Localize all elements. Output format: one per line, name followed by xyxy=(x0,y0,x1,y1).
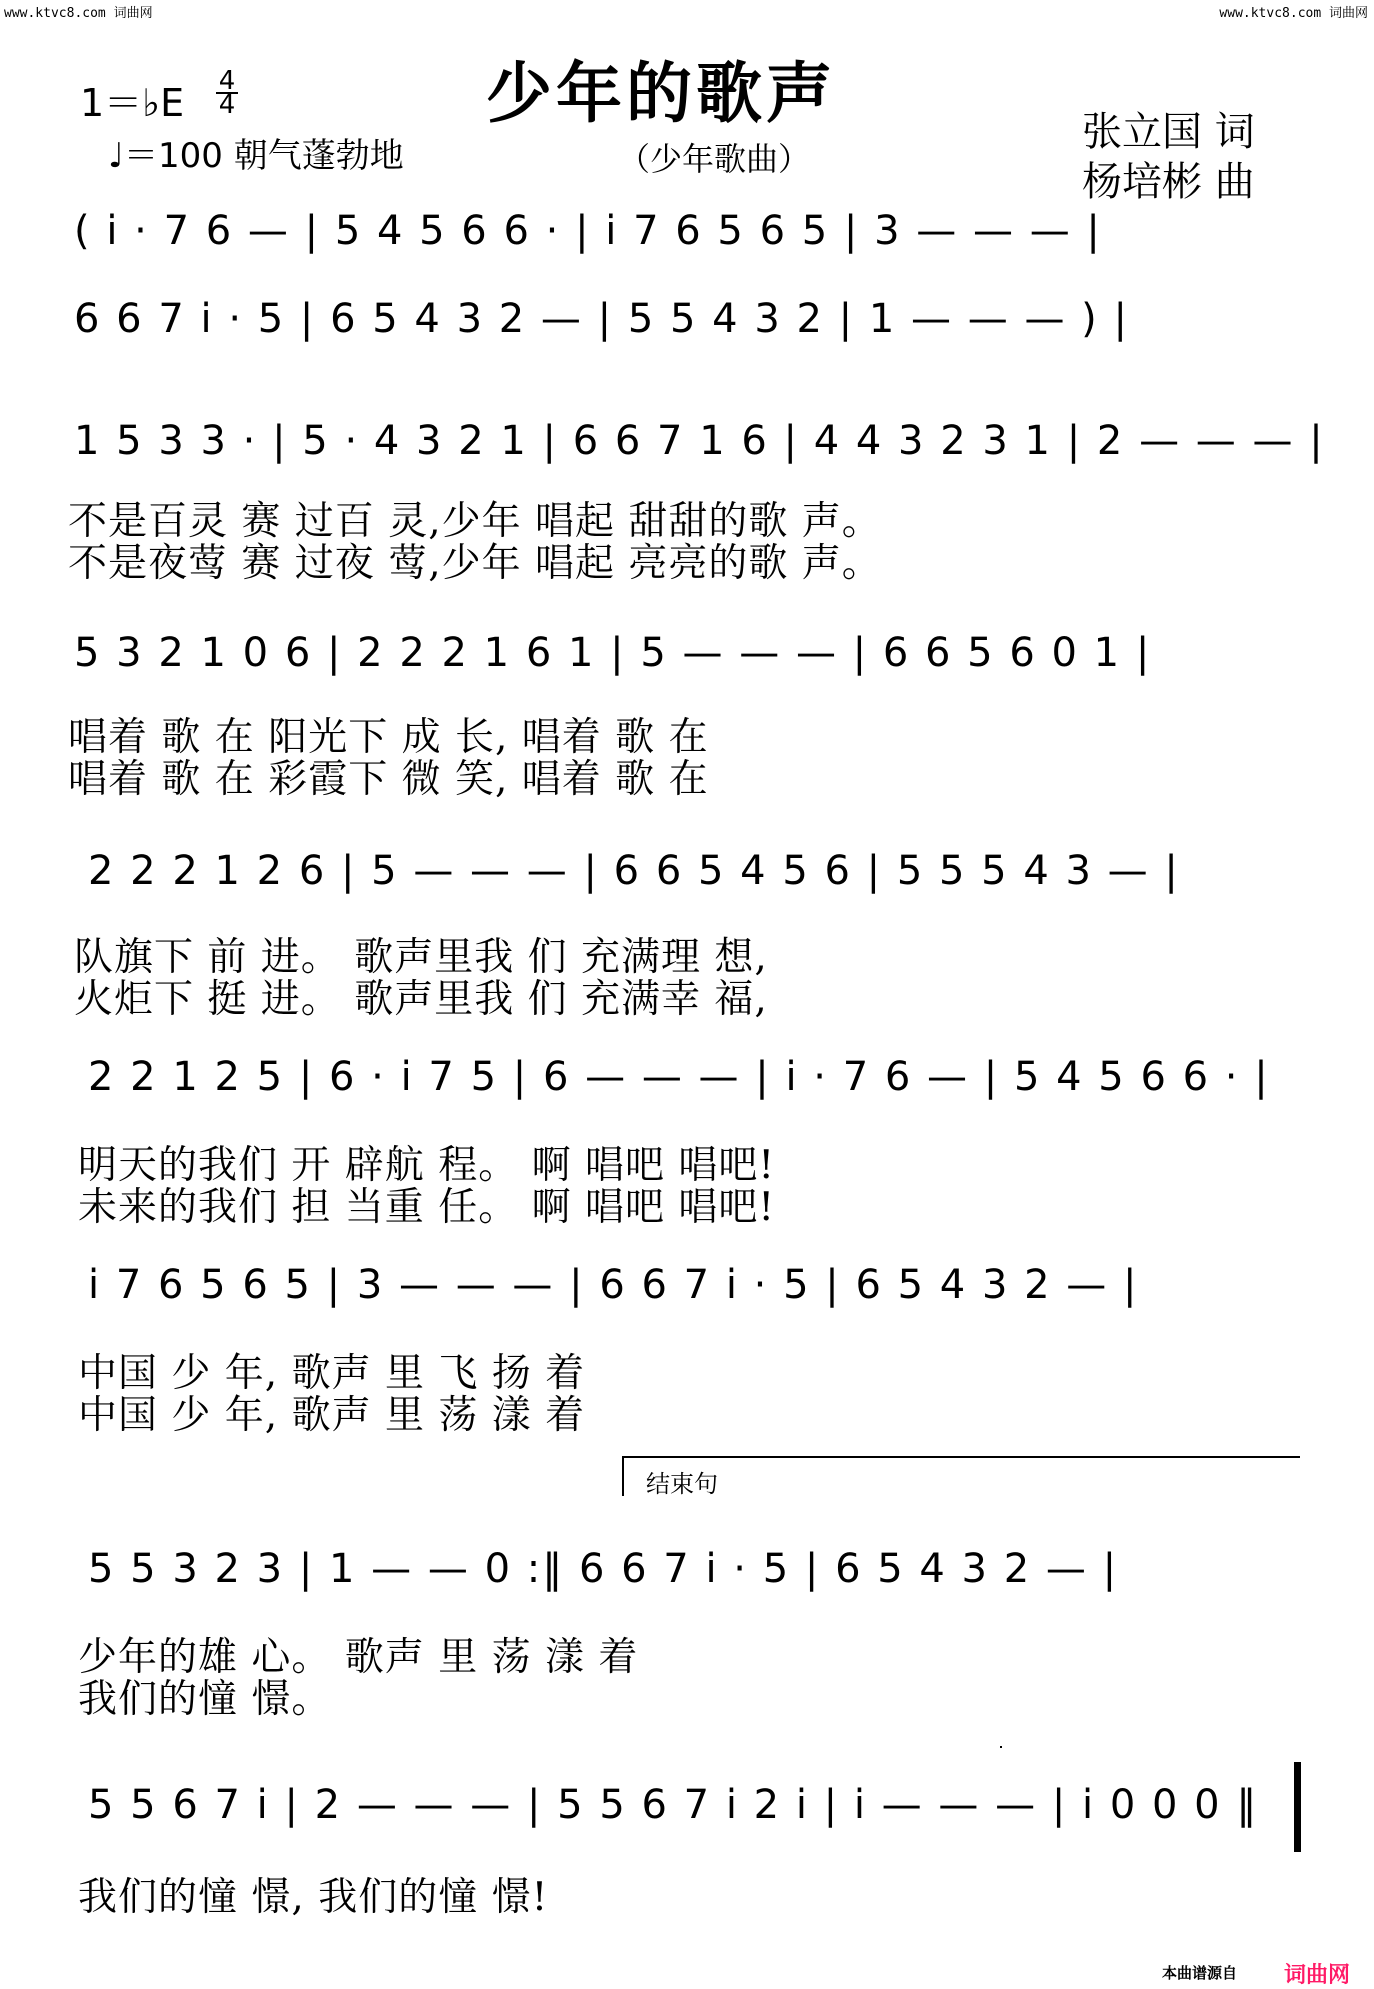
system-1-verse-2: 不是夜莺 赛 过夜 莺,少年 唱起 亮亮的歌 声。 xyxy=(68,541,882,586)
system-2-notes: 5 3 2 1 0 6 | 2 2 2 1 6 1 | 5 — — — | 6 6 5 6 0 1 | xyxy=(74,630,1152,676)
system-1-notes: 1 5 3 3 · | 5 · 4 3 2 1 | 6 6 7 1 6 | 4 4 3 2 3 1 | 2 — — — | xyxy=(74,418,1325,464)
system-5-verse-2: 中国 少 年, 歌声 里 荡 漾 着 xyxy=(78,1393,586,1438)
ending-label: 结束句 xyxy=(646,1470,718,1498)
system-3-notes: 2 2 2 1 2 6 | 5 — — — | 6 6 5 4 5 6 | 5 5 5 4 3 — | xyxy=(88,848,1180,894)
subtitle: （少年歌曲） xyxy=(618,140,811,178)
watermark-right: www.ktvc8.com 词曲网 xyxy=(1219,6,1368,21)
tie-marker xyxy=(1000,1746,1002,1748)
system-6-verse-2: 我们的憧 憬。 xyxy=(78,1677,332,1722)
watermark-left: www.ktvc8.com 词曲网 xyxy=(4,6,153,21)
time-signature-bottom: 4 xyxy=(216,92,238,116)
system-3-verse-1: 队旗下 前 进。 歌声里我 们 充满理 想, xyxy=(74,935,768,980)
system-5-verse-1: 中国 少 年, 歌声 里 飞 扬 着 xyxy=(78,1351,586,1396)
system-6-notes: 5 5 3 2 3 | 1 — — 0 :‖ 6 6 7 i · 5 | 6 5 4 3 2 — | xyxy=(88,1546,1119,1592)
system-7-notes: 5 5 6 7 i | 2 — — — | 5 5 6 7 i 2 i | i — — — | i 0 0 0 ‖ xyxy=(88,1782,1259,1828)
system-7-verse-1: 我们的憧 憬, 我们的憧 憬! xyxy=(78,1875,549,1920)
system-4-notes: 2 2 1 2 5 | 6 · i 7 5 | 6 — — — | i · 7 6 — | 5 4 5 6 6 · | xyxy=(88,1054,1270,1100)
lyricist: 张立国 词 xyxy=(1082,109,1255,155)
page-title: 少年的歌声 xyxy=(486,54,836,132)
intro-line-1: ( i · 7 6 — | 5 4 5 6 6 · | i 7 6 5 6 5 | 3 — — — | xyxy=(74,208,1102,254)
time-signature-top: 4 xyxy=(218,66,236,96)
composer: 杨培彬 曲 xyxy=(1082,159,1255,205)
system-4-verse-2: 未来的我们 担 当重 任。 啊 唱吧 唱吧! xyxy=(78,1185,776,1230)
system-6-verse-1: 少年的雄 心。 歌声 里 荡 漾 着 xyxy=(78,1635,639,1680)
time-signature xyxy=(216,66,238,120)
system-1-verse-1: 不是百灵 赛 过百 灵,少年 唱起 甜甜的歌 声。 xyxy=(68,499,882,544)
intro-line-2: 6 6 7 i · 5 | 6 5 4 3 2 — | 5 5 4 3 2 | 1 — — — ) | xyxy=(74,296,1129,342)
footer-brand[interactable]: 词曲网 xyxy=(1284,1963,1351,1988)
footer-note: 本曲谱源自 xyxy=(1162,1964,1238,1982)
system-3-verse-2: 火炬下 挺 进。 歌声里我 们 充满幸 福, xyxy=(74,977,768,1022)
system-5-notes: i 7 6 5 6 5 | 3 — — — | 6 6 7 i · 5 | 6 5 4 3 2 — | xyxy=(88,1262,1139,1308)
ending-bracket xyxy=(622,1456,1300,1496)
key-signature: 1＝♭E xyxy=(80,81,185,125)
system-4-verse-1: 明天的我们 开 辟航 程。 啊 唱吧 唱吧! xyxy=(78,1143,776,1188)
final-barline xyxy=(1294,1762,1301,1852)
tempo-marking: ♩＝100 朝气蓬勃地 xyxy=(108,136,404,176)
system-2-verse-2: 唱着 歌 在 彩霞下 微 笑, 唱着 歌 在 xyxy=(68,757,709,802)
system-2-verse-1: 唱着 歌 在 阳光下 成 长, 唱着 歌 在 xyxy=(68,715,709,760)
